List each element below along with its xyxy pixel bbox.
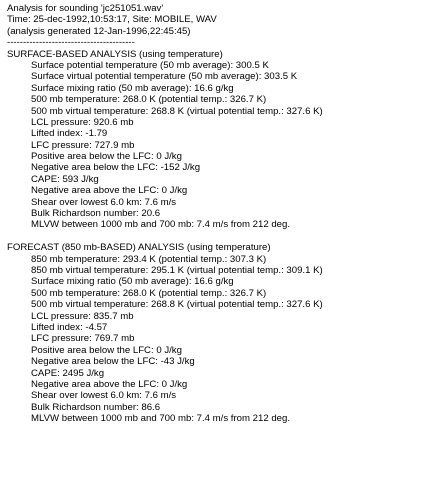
forecast-line: Negative area below the LFC: -43 J/kg — [31, 356, 195, 368]
surface-line: MLVW between 1000 mb and 700 mb: 7.4 m/s from 212 deg. — [31, 219, 290, 231]
forecast-section-list — [7, 254, 446, 425]
forecast-line: MLVW between 1000 mb and 700 mb: 7.4 m/s from 212 deg. — [31, 413, 290, 425]
forecast-line: Bulk Richardson number: 86.6 — [31, 401, 161, 413]
surface-line: 500 mb temperature: 268.0 K (potential temp.: 326.7 K) — [31, 94, 267, 106]
surface-section-title: SURFACE-BASED ANALYSIS (using temperature) — [7, 48, 223, 60]
surface-line: Surface virtual potential temperature (50 mb average): 303.5 K — [31, 71, 298, 83]
surface-line: LCL pressure: 920.6 mb — [31, 116, 134, 128]
forecast-line: Shear over lowest 6.0 km: 7.6 m/s — [31, 390, 177, 402]
forecast-line: Negative area above the LFC: 0 J/kg — [31, 378, 188, 390]
forecast-line: LFC pressure: 769.7 mb — [31, 333, 135, 345]
forecast-line: CAPE: 2495 J/kg — [31, 367, 105, 379]
forecast-line: 850 mb virtual temperature: 295.1 K (virtual potential temp.: 309.1 K) — [31, 264, 323, 276]
forecast-line: 500 mb virtual temperature: 268.8 K (virtual potential temp.: 327.6 K) — [31, 299, 323, 311]
surface-line: LFC pressure: 727.9 mb — [31, 139, 135, 151]
forecast-line: Positive area below the LFC: 0 J/kg — [31, 344, 182, 356]
surface-line: Shear over lowest 6.0 km: 7.6 m/s — [31, 196, 177, 208]
forecast-line: 850 mb temperature: 293.4 K (potential temp.: 307.3 K) — [31, 253, 267, 265]
surface-line: Surface potential temperature (50 mb average): 300.5 K — [31, 59, 269, 71]
forecast-line: LCL pressure: 835.7 mb — [31, 310, 134, 322]
forecast-line: Surface mixing ratio (50 mb average): 16.6 g/kg — [31, 276, 234, 288]
surface-line: Bulk Richardson number: 20.6 — [31, 208, 161, 220]
surface-line: 500 mb virtual temperature: 268.8 K (virtual potential temp.: 327.6 K) — [31, 105, 323, 117]
header-separator: ---------------------------------------- — [7, 37, 135, 49]
surface-line: CAPE: 593 J/kg — [31, 173, 99, 185]
header-time-site: Time: 25-dec-1992,10:53:17, Site: MOBILE, WAV — [7, 14, 217, 26]
surface-line: Negative area below the LFC: -152 J/kg — [31, 162, 201, 174]
section-gap — [7, 231, 446, 242]
forecast-section-title: FORECAST (850 mb-BASED) ANALYSIS (using temperature) — [7, 242, 271, 254]
forecast-line: 500 mb temperature: 268.0 K (potential temp.: 326.7 K) — [31, 287, 267, 299]
surface-line: Positive area below the LFC: 0 J/kg — [31, 151, 182, 163]
forecast-line: Lifted index: -4.57 — [31, 321, 108, 333]
surface-line: Surface mixing ratio (50 mb average): 16.6 g/kg — [31, 82, 234, 94]
surface-section-list — [7, 60, 446, 231]
surface-line: Lifted index: -1.79 — [31, 128, 108, 140]
header-title: Analysis for sounding 'jc251051.wav' — [7, 3, 164, 14]
header-generated: (analysis generated 12-Jan-1996,22:45:45) — [7, 25, 191, 37]
surface-line: Negative area above the LFC: 0 J/kg — [31, 185, 188, 197]
